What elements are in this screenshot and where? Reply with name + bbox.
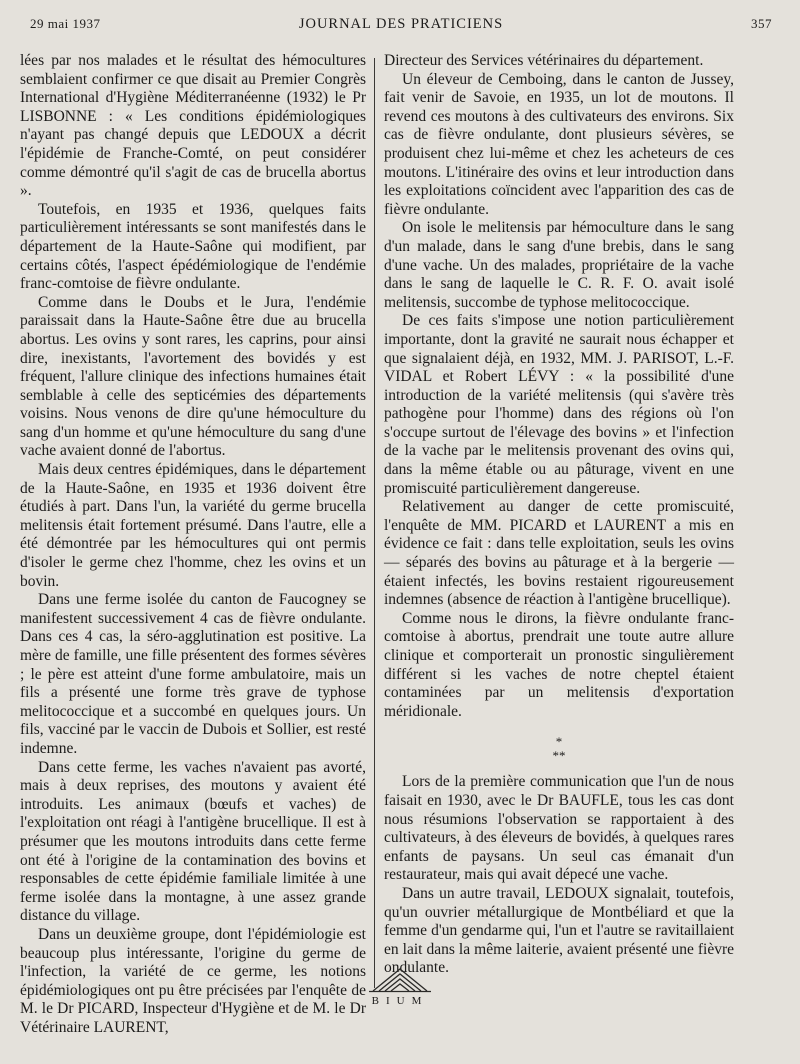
paragraph: De ces faits s'impose une notion particulièrement importante, dont la gravité ne saurait nous échapper et que signalaient déjà, en 1932, MM. J. PARISOT, L.-F. VIDAL et Robert LÉVY : « la possibilité d'une introduction de la variété melitensis (qui s'avère très pathogène pour l'homme) dans des régions où l'on s'occupe surtout de l'élevage des bovins » et l'infection de la vache par le melitensis provenant des ovins qui, dans la même étable ou au pâturage, vivent en une promiscuité particulièrement dangereuse. — [384, 312, 734, 497]
journal-title: JOURNAL DES PRATICIENS — [298, 16, 504, 32]
paragraph: Toutefois, en 1935 et 1936, quelques faits particulièrement intéressants se sont manifestés dans le département de la Haute-Saône qui modifient, par certains côtés, l'aspect épédémiologique de l'endémie franc-comtoise de fièvre ondulante. — [20, 200, 366, 293]
page-number: 357 — [751, 16, 772, 31]
left-column — [20, 52, 366, 1036]
running-header — [30, 16, 772, 36]
paragraph: lées par nos malades et le résultat des hémocultures semblaient confirmer ce que disait au Premier Congrès International d'Hygiène Méditerranéenne (1932) le Pr LISBONNE : « Les conditions épidémiologiques n'ayant pas changé depuis que LEDOUX a décrit l'épidémie de Franche-Comté, on peut considérer comme démontré qu'il s'agit de cas de brucella abortus ». — [20, 52, 366, 200]
bium-logo-icon — [365, 965, 435, 993]
paragraph: Mais deux centres épidémiques, dans le département de la Haute-Saône, en 1935 et 1936 doivent être étudiés à part. Dans l'un, la variété du germe brucella melitensis était fortement présumé. Dans l'autre, elle a été démontrée par les hémocultures qui ont permis d'isoler le germe chez l'homme, chez les ovins et un bovin. — [20, 461, 366, 590]
paragraph: Comme nous le dirons, la fièvre ondulante franc-comtoise à abortus, prendrait une toute autre allure clinique et comporterait un pronostic singulièrement différent si les vaches de notre cheptel étaient contaminées par un melitensis d'exportation méridionale. — [384, 609, 734, 720]
right-column — [384, 52, 734, 992]
paragraph: Un éleveur de Cemboing, dans le canton de Jussey, fait venir de Savoie, en 1935, un lot de moutons. Il revend ces moutons à des cultivateurs des environs. Six cas de fièvre ondulante, dont plusieurs sévères, se produisent chez lui-même et chez les acheteurs de ces moutons. L'itinéraire des ovins et leur introduction dans les exploitations coïncident avec l'apparition des cas de fièvre ondulante. — [384, 70, 734, 218]
section-separator: * ** — [552, 734, 566, 764]
paragraph: Comme dans le Doubs et le Jura, l'endémie paraissait dans la Haute-Saône être due au brucella abortus. Les ovins y sont rares, les caprins, pour ainsi dire, inexistants, l'avortement des bovidés y est fréquent, l'allure clinique des infections humaines était semblable à celle des septicémies des départements voisins. Nous venons de dire qu'une hémoculture du sang d'un homme et qu'une hémoculture du sang d'une vache avaient donné de l'abortus. — [20, 293, 366, 460]
header-date: 29 mai 1937 — [30, 16, 101, 31]
paragraph: Lors de la première communication que l'un de nous faisait en 1930, avec le Dr BAUFLE, tous les cas dont nous résumions l'observation se rapportaient à des cultivateurs, à des éleveurs de bovidés, à quelques rares enfants de paysans. Un seul cas émanait d'un restaurateur, mais qui avait dépecé une vache. — [384, 773, 734, 884]
paragraph: Directeur des Services vétérinaires du département. — [384, 52, 704, 69]
paragraph: Dans cette ferme, les vaches n'avaient pas avorté, mais à deux reprises, des moutons y avaient été introduits. Les animaux (bœufs et vaches) de l'exploitation ont réagi à l'antigène brucellique. Il est à présumer que les moutons introduits dans cette ferme ont été à l'origine de la contamination des bovins et responsables de cette épidémie familiale limitée à une ferme isolée dans la montagne, à une assez grande distance du village. — [20, 758, 366, 925]
library-stamp — [350, 965, 450, 1025]
column-rule — [374, 58, 375, 988]
paragraph: Dans un deuxième groupe, dont l'épidémiologie est beaucoup plus intéressante, l'origine du germe de l'infection, la variété de ce germe, les notions épidémiologiques ont pu être précisées par l'enquête de M. le Dr PICARD, Inspecteur d'Hygiène et de M. le Dr Vétérinaire LAURENT, — [20, 925, 366, 1036]
paragraph: Relativement au danger de cette promiscuité, l'enquête de MM. PICARD et LAURENT a mis en évidence ce fait : dans telle exploitation, seuls les ovins — séparés des bovins au pâturage et à la bergerie — étaient infectés, les bovins restaient rigoureusement indemnes (absence de réaction à l'antigène brucellique). — [384, 498, 734, 609]
paragraph: Dans une ferme isolée du canton de Faucogney se manifestent successivement 4 cas de fièvre ondulante. Dans ces 4 cas, la séro-agglutination est positive. La mère de famille, une fille présentent des formes sévères ; le père est atteint d'une forme ambulatoire, mais un fils a présenté une forme très grave de typhose melitococcique et a succombé en quelques jours. Un fils, vacciné par le vaccin de Dubois et Sollier, est resté indemne. — [20, 591, 366, 757]
paragraph: On isole le melitensis par hémoculture dans le sang d'un malade, dans le sang d'une brebis, dans le sang d'une vache. Un des malades, propriétaire de la vache dans le sang de laquelle le C. R. F. O. avait isolé melitensis, succombe de typhose melitococcique. — [384, 219, 734, 311]
paragraph: Dans un autre travail, LEDOUX signalait, toutefois, qu'un ouvrier métallurgique de Montbéliard et que la femme d'un gendarme qui, l'un et l'autre se ravitaillaient en lait dans la même laiterie, avaient présenté une fièvre ondulante. — [384, 884, 734, 977]
bium-label: BIUM — [371, 995, 429, 1007]
